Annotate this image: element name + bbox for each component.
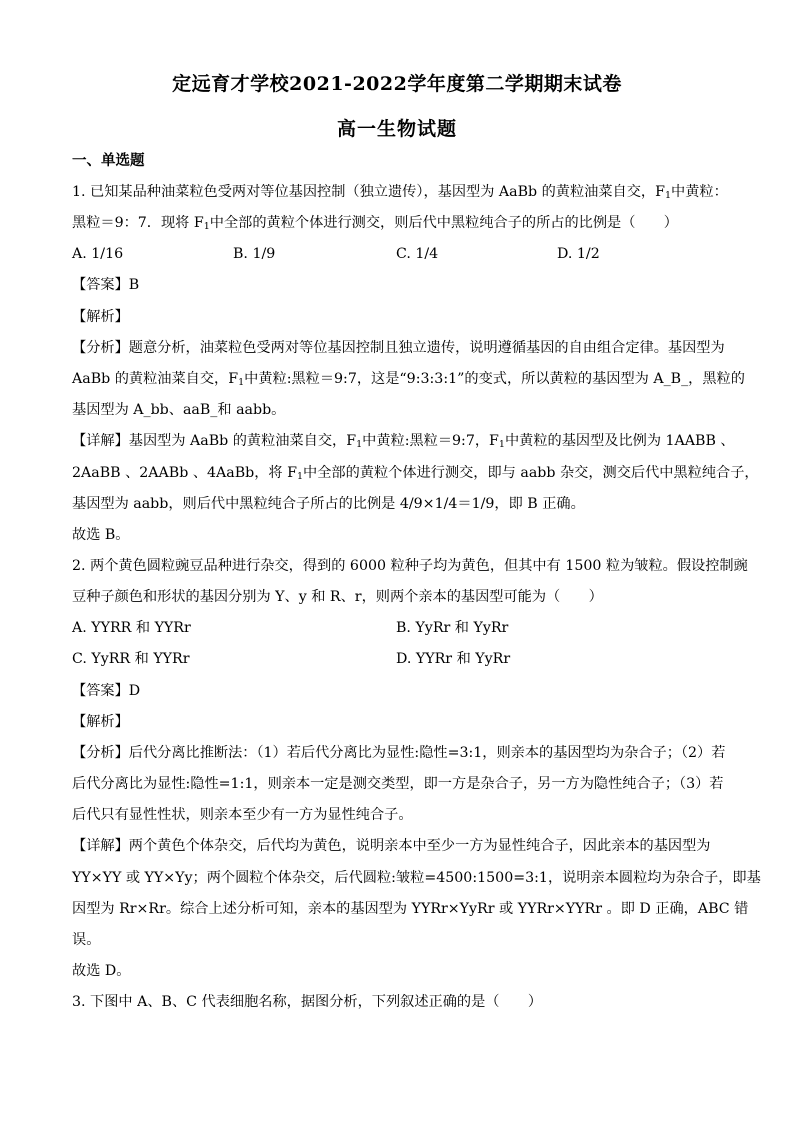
q2-answer: 【答案】D [72,683,141,699]
q1-analysis-line-1: 【分析】题意分析，油菜粒色受两对等位基因控制且独立遗传，说明遵循基因的自由组合定律。基因型为 [72,340,725,356]
q2-option-a: A. YYRR 和 YYRr [72,620,191,636]
q1-detail-line-1: 【详解】基因型为 AaBb 的黄粒油菜自交，$F_1$中黄粒:黑粒＝9:7，$F_1$中黄粒的基因型及比例为 1AABB 、 [72,433,735,450]
q2-option-b: B. YyRr 和 YyRr [396,620,509,636]
q2-option-d: D. YYRr 和 YyRr [396,651,511,667]
exam-subtitle: 高一生物试题 [336,118,457,140]
q2-detail-line-1: 【详解】两个黄色个体杂交，后代均为黄色，说明亲本中至少一方为显性纯合子，因此亲本的基因型为 [72,838,711,854]
q2-stem-line-1: 2. 两个黄色圆粒豌豆品种进行杂交，得到的 6000 粒种子均为黄色，但其中有 1500 粒为皱粒。假设控制豌 [72,558,748,574]
q1-option-c: C. 1/4 [396,246,439,262]
q1-conclusion: 故选 B。 [72,527,130,543]
q2-analysis-line-1: 【分析】后代分离比推断法：（1）若后代分离比为显性:隐性=3:1，则亲本的基因型均为杂合子；（2）若 [72,745,726,761]
q1-detail-line-3: 基因型为 aabb，则后代中黑粒纯合子所占的比例是 4/9×1/4＝1/9，即 B 正确。 [72,496,585,512]
q1-stem-line-2: 黑粒＝9：7．现将 $F_1$中全部的黄粒个体进行测交，则后代中黑粒纯合子的所占的比例是（ ） [72,215,678,232]
q3-stem: 3. 下图中 A、B、C 代表细胞名称，据图分析，下列叙述正确的是（ ） [72,994,543,1010]
q1-analysis-line-3: 基因型为 A_bb、aaB_和 aabb。 [72,402,286,418]
q1-answer: 【答案】B [72,277,140,293]
q2-detail-line-2: YY×YY 或 YY×Yy；两个圆粒个体杂交，后代圆粒:皱粒=4500:1500=3:1，说明亲本圆粒均为杂合子，即基 [72,870,761,886]
exam-title: 定远育才学校2021-2022学年度第二学期期末试卷 [172,73,622,95]
q2-analysis-line-3: 后代只有显性性状，则亲本至少有一方为显性纯合子。 [72,807,413,823]
q1-option-b: B. 1/9 [233,246,276,262]
q2-detail-line-4: 误。 [72,932,101,948]
q2-stem-line-2: 豆种子颜色和形状的基因分别为 Y、y 和 R、r，则两个亲本的基因型可能为（ ） [72,589,603,605]
q2-conclusion: 故选 D。 [72,963,131,979]
q1-analysis-heading: 【解析】 [72,309,129,325]
q2-option-c: C. YyRR 和 YYRr [72,651,190,667]
q2-detail-line-3: 因型为 Rr×Rr。综合上述分析可知，亲本的基因型为 YYRr×YyRr 或 YYRr×YYRr 。即 D 正确，ABC 错 [72,901,749,917]
q1-detail-line-2: 2AaBB 、2AABb 、4AaBb，将 $F_1$中全部的黄粒个体进行测交，即与 aabb 杂交，测交后代中黑粒纯合子， [72,465,759,482]
q2-analysis-heading: 【解析】 [72,714,129,730]
q2-analysis-line-2: 后代分离比为显性:隐性=1:1，则亲本一定是测交类型，即一方是杂合子，另一方为隐性纯合子；（3）若 [72,776,724,792]
section-heading: 一、单选题 [72,152,145,169]
q1-stem-line-1: 1. 已知某品种油菜粒色受两对等位基因控制（独立遗传），基因型为 AaBb 的黄粒油菜自交，$F_1$中黄粒： [72,184,728,201]
q1-analysis-line-2: AaBb 的黄粒油菜自交，$F_1$中黄粒:黑粒＝9:7，这是“9:3:3:1”的变式，所以黄粒的基因型为 A_B_，黑粒的 [72,371,745,388]
q1-option-a: A. 1/16 [72,246,124,262]
q1-option-d: D. 1/2 [557,246,600,262]
